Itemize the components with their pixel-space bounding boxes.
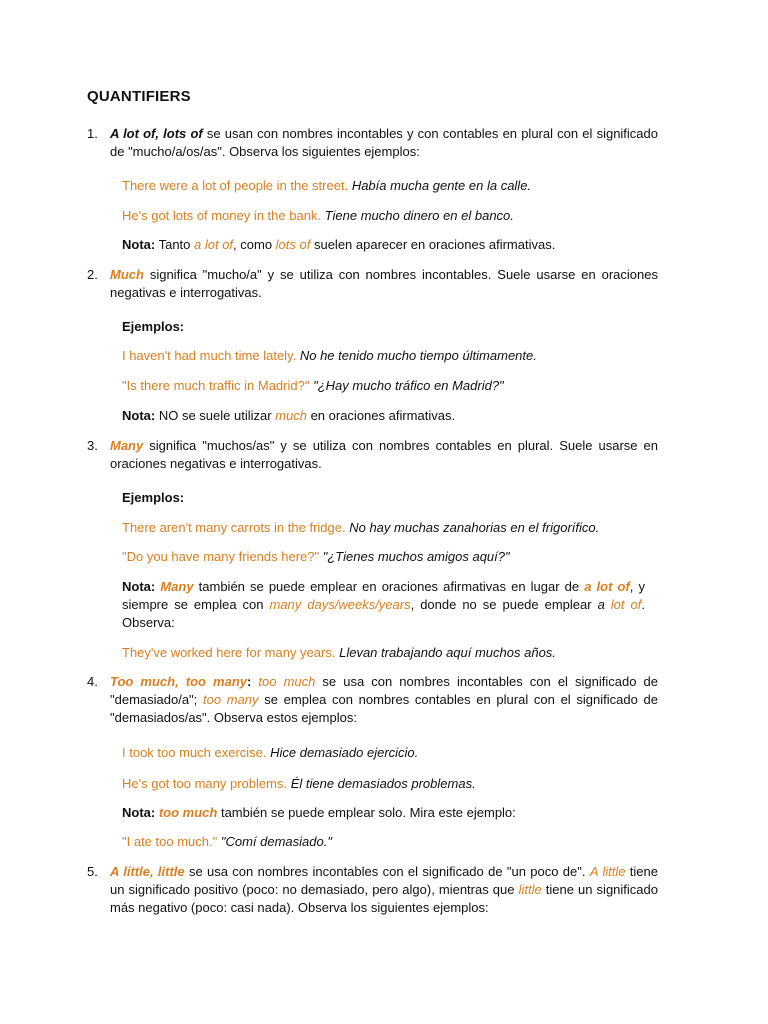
note-text: Tanto [155,237,195,252]
example-spanish: Llevan trabajando aquí muchos años. [339,645,556,660]
item-number: 3. [87,438,98,453]
example-spanish: "¿Hay mucho tráfico en Madrid?" [313,378,504,393]
quantifier-term: lots of [275,237,311,252]
example-sentence [122,347,662,365]
example-spanish: Tiene mucho dinero en el banco. [324,208,514,223]
quantifier-term: too many [202,692,259,707]
paragraph-text: se usa con nombres incontables con el significado de "demasiado/a"; [110,674,658,707]
paragraph-text: tiene un significado más negativo (poco: casi nada). Observa los siguientes ejemplos: [110,882,658,915]
note-text: suelen aparecer en oraciones afirmativas. [310,237,556,252]
note [122,407,662,425]
item-paragraph [110,437,658,473]
note-label: Nota: [122,805,156,820]
paragraph-text: : [247,674,259,689]
list-item-4 [87,673,658,727]
quantifier-term: A little [589,864,626,879]
example-english: "Do you have many friends here?" [122,549,320,564]
note-text: también se puede emplear en oraciones afirmativas en lugar de [193,579,585,594]
item-paragraph [110,125,658,161]
quantifier-term: little [518,882,542,897]
note-label: Nota: [122,237,156,252]
note-text: , como [233,237,276,252]
quantifier-term: too much [258,674,316,689]
item-number: 2. [87,267,98,282]
example-sentence [122,519,662,537]
list-item-1 [87,125,658,161]
example-english: There aren't many carrots in the fridge. [122,520,346,535]
example-english: They've worked here for many years. [122,645,336,660]
item-paragraph [110,863,658,917]
note-text: a [597,597,605,612]
item-number: 5. [87,864,98,879]
example-spanish: Hice demasiado ejercicio. [270,745,419,760]
paragraph-text: significa "mucho/a" y se utiliza con nombres incontables. Suele usarse en oraciones negativas e interrogativas. [110,267,658,300]
item-number: 1. [87,126,98,141]
quantifier-term: too much [158,805,218,820]
note [122,578,645,632]
example-spanish: "¿Tienes muchos amigos aquí?" [322,549,510,564]
item-paragraph [110,673,658,727]
paragraph-text: se emplea con nombres contables en plural con el significado de "demasiados/as". Observa estos ejemplos: [110,692,658,725]
example-spanish: "Comí demasiado." [220,834,332,849]
example-english: "I ate too much." [122,834,218,849]
note-text: también se puede emplear solo. Mira este ejemplo: [217,805,516,820]
paragraph-text: tiene un significado positivo (poco: no demasiado, pero algo), mientras que [110,864,658,897]
quantifier-term: Too much, too many [110,674,248,689]
example-spanish: Había mucha gente en la calle. [351,178,532,193]
example-sentence [122,744,662,762]
example-spanish: No he tenido mucho tiempo últimamente. [299,348,537,363]
list-item-5 [87,863,658,917]
example-sentence [122,644,662,662]
quantifier-term: A lot of, lots of [110,126,203,141]
item-number: 4. [87,674,98,689]
quantifier-term: a lot of [584,579,630,594]
example-spanish: Él tiene demasiados problemas. [290,776,476,791]
quantifier-term: Many [110,438,144,453]
example-sentence [122,833,662,851]
example-spanish: No hay muchas zanahorias en el frigorífico. [349,520,600,535]
list-item-2 [87,266,658,302]
example-english: There were a lot of people in the street. [122,178,349,193]
examples-label: Ejemplos: [122,319,185,334]
note-text: en oraciones afirmativas. [306,408,456,423]
example-english: I took too much exercise. [122,745,267,760]
quantifier-term: a lot of [194,237,234,252]
quantifier-term: many days/weeks/years [269,597,411,612]
example-sentence [122,377,662,395]
example-english: He's got lots of money in the bank. [122,208,322,223]
quantifier-term: lot of [610,597,642,612]
examples-label: Ejemplos: [122,490,185,505]
item-paragraph [110,266,658,302]
note-text: , donde no se puede emplear [410,597,598,612]
paragraph-text: se usan con nombres incontables y con contables en plural con el significado de "mucho/a/os/as". Observa los siguientes ejemplos: [110,126,659,159]
example-english: He's got too many problems. [122,776,288,791]
note-text: . Observa: [122,597,645,630]
note-label: Nota: [122,579,156,594]
note-label: Nota: [122,408,156,423]
quantifier-term: Much [110,267,144,282]
note-text: , y siempre se emplea con [122,579,646,612]
page-title: QUANTIFIERS [87,88,191,105]
paragraph-text: significa "muchos/as" y se utiliza con nombres contables en plural. Suele usarse en oraciones negativas e interrogativas. [110,438,658,471]
quantifier-term: A little, little [110,864,185,879]
note-text: NO se suele utilizar [155,408,276,423]
note [122,236,662,254]
note [122,804,662,822]
list-item-3 [87,437,658,473]
quantifier-term: Many [160,579,194,594]
example-sentence [122,177,662,195]
example-english: "Is there much traffic in Madrid?" [122,378,310,393]
example-english: I haven't had much time lately. [122,348,297,363]
example-sentence [122,548,662,566]
example-sentence [122,207,662,225]
quantifier-term: much [275,408,307,423]
paragraph-text: se usa con nombres incontables con el significado de "un poco de". [184,864,590,879]
example-sentence [122,775,662,793]
